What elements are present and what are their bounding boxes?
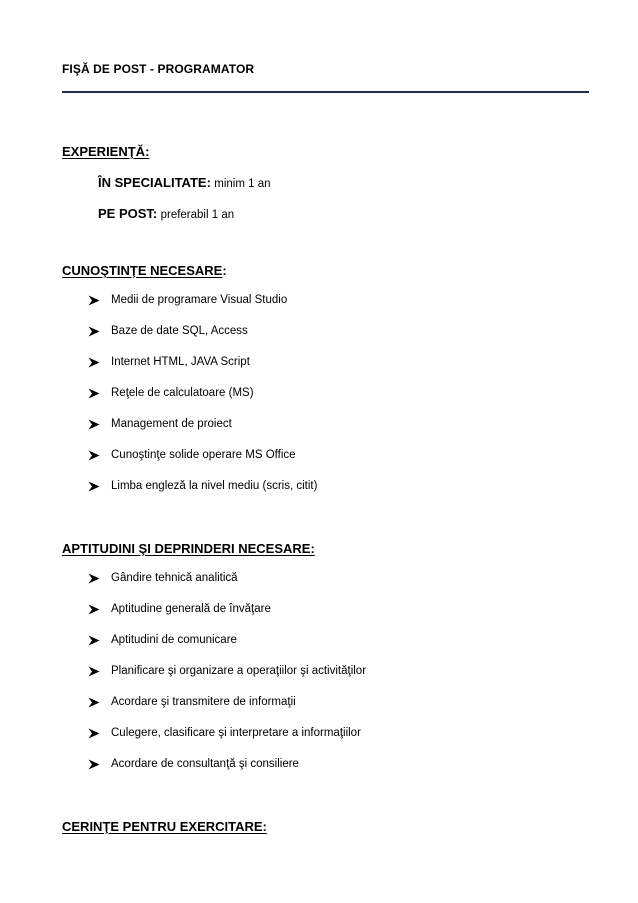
knowledge-item-text: Internet HTML, JAVA Script — [111, 356, 250, 368]
list-item — [88, 727, 361, 739]
skills-item-text: Planificare şi organizare a operaţiilor şi activităţilor — [111, 665, 367, 677]
skills-item-text: Culegere, clasificare şi interpretare a informaţiilor — [111, 727, 361, 739]
list-item — [88, 449, 296, 461]
list-item — [88, 603, 271, 615]
arrowhead-bullet-icon — [88, 295, 100, 306]
arrowhead-bullet-icon — [88, 635, 100, 646]
requirements-heading: CERINŢE PENTRU EXERCITARE: — [62, 819, 267, 834]
knowledge-item-text: Medii de programare Visual Studio — [111, 294, 288, 306]
list-item — [88, 387, 254, 399]
post-label: PE POST: — [98, 206, 158, 221]
skills-item-text: Aptitudine generală de învăţare — [111, 603, 271, 615]
post-value: preferabil 1 an — [160, 209, 235, 221]
skills-item-text: Acordare de consultanţă şi consiliere — [111, 758, 299, 770]
arrowhead-bullet-icon — [88, 666, 100, 677]
experience-heading: EXPERIENŢĂ: — [62, 144, 150, 159]
knowledge-item-text: Baze de date SQL, Access — [111, 325, 248, 337]
knowledge-item-text: Management de proiect — [111, 418, 232, 430]
arrowhead-bullet-icon — [88, 481, 100, 492]
title-divider — [62, 91, 589, 93]
list-item — [88, 418, 232, 430]
knowledge-heading — [62, 263, 227, 278]
list-item — [88, 294, 287, 306]
arrowhead-bullet-icon — [88, 326, 100, 337]
list-item — [88, 572, 238, 584]
skills-item-text: Acordare şi transmitere de informaţii — [111, 696, 296, 708]
arrowhead-bullet-icon — [88, 604, 100, 615]
post-row — [98, 206, 234, 221]
arrowhead-bullet-icon — [88, 357, 100, 368]
list-item — [88, 325, 248, 337]
arrowhead-bullet-icon — [88, 450, 100, 461]
specialty-value: minim 1 an — [214, 178, 271, 190]
arrowhead-bullet-icon — [88, 419, 100, 430]
list-item — [88, 480, 317, 492]
arrowhead-bullet-icon — [88, 728, 100, 739]
list-item — [88, 696, 296, 708]
knowledge-item-text: Limba engleză la nivel mediu (scris, citit) — [111, 480, 318, 492]
knowledge-heading-suffix: : — [222, 263, 227, 278]
specialty-label: ÎN SPECIALITATE: — [98, 175, 211, 190]
knowledge-item-text: Reţele de calculatoare (MS) — [111, 387, 254, 399]
knowledge-item-text: Cunoştinţe solide operare MS Office — [111, 449, 296, 461]
list-item — [88, 758, 299, 770]
document-title: FIŞĂ DE POST - PROGRAMATOR — [62, 62, 255, 76]
skills-item-text: Aptitudini de comunicare — [111, 634, 237, 646]
arrowhead-bullet-icon — [88, 697, 100, 708]
list-item — [88, 356, 250, 368]
arrowhead-bullet-icon — [88, 759, 100, 770]
list-item — [88, 634, 237, 646]
knowledge-heading-text: CUNOŞTINŢE NECESARE — [62, 263, 223, 278]
arrowhead-bullet-icon — [88, 388, 100, 399]
list-item — [88, 665, 366, 677]
arrowhead-bullet-icon — [88, 573, 100, 584]
skills-item-text: Gândire tehnică analitică — [111, 572, 238, 584]
skills-heading: APTITUDINI ŞI DEPRINDERI NECESARE: — [62, 541, 315, 556]
specialty-row — [98, 175, 271, 190]
